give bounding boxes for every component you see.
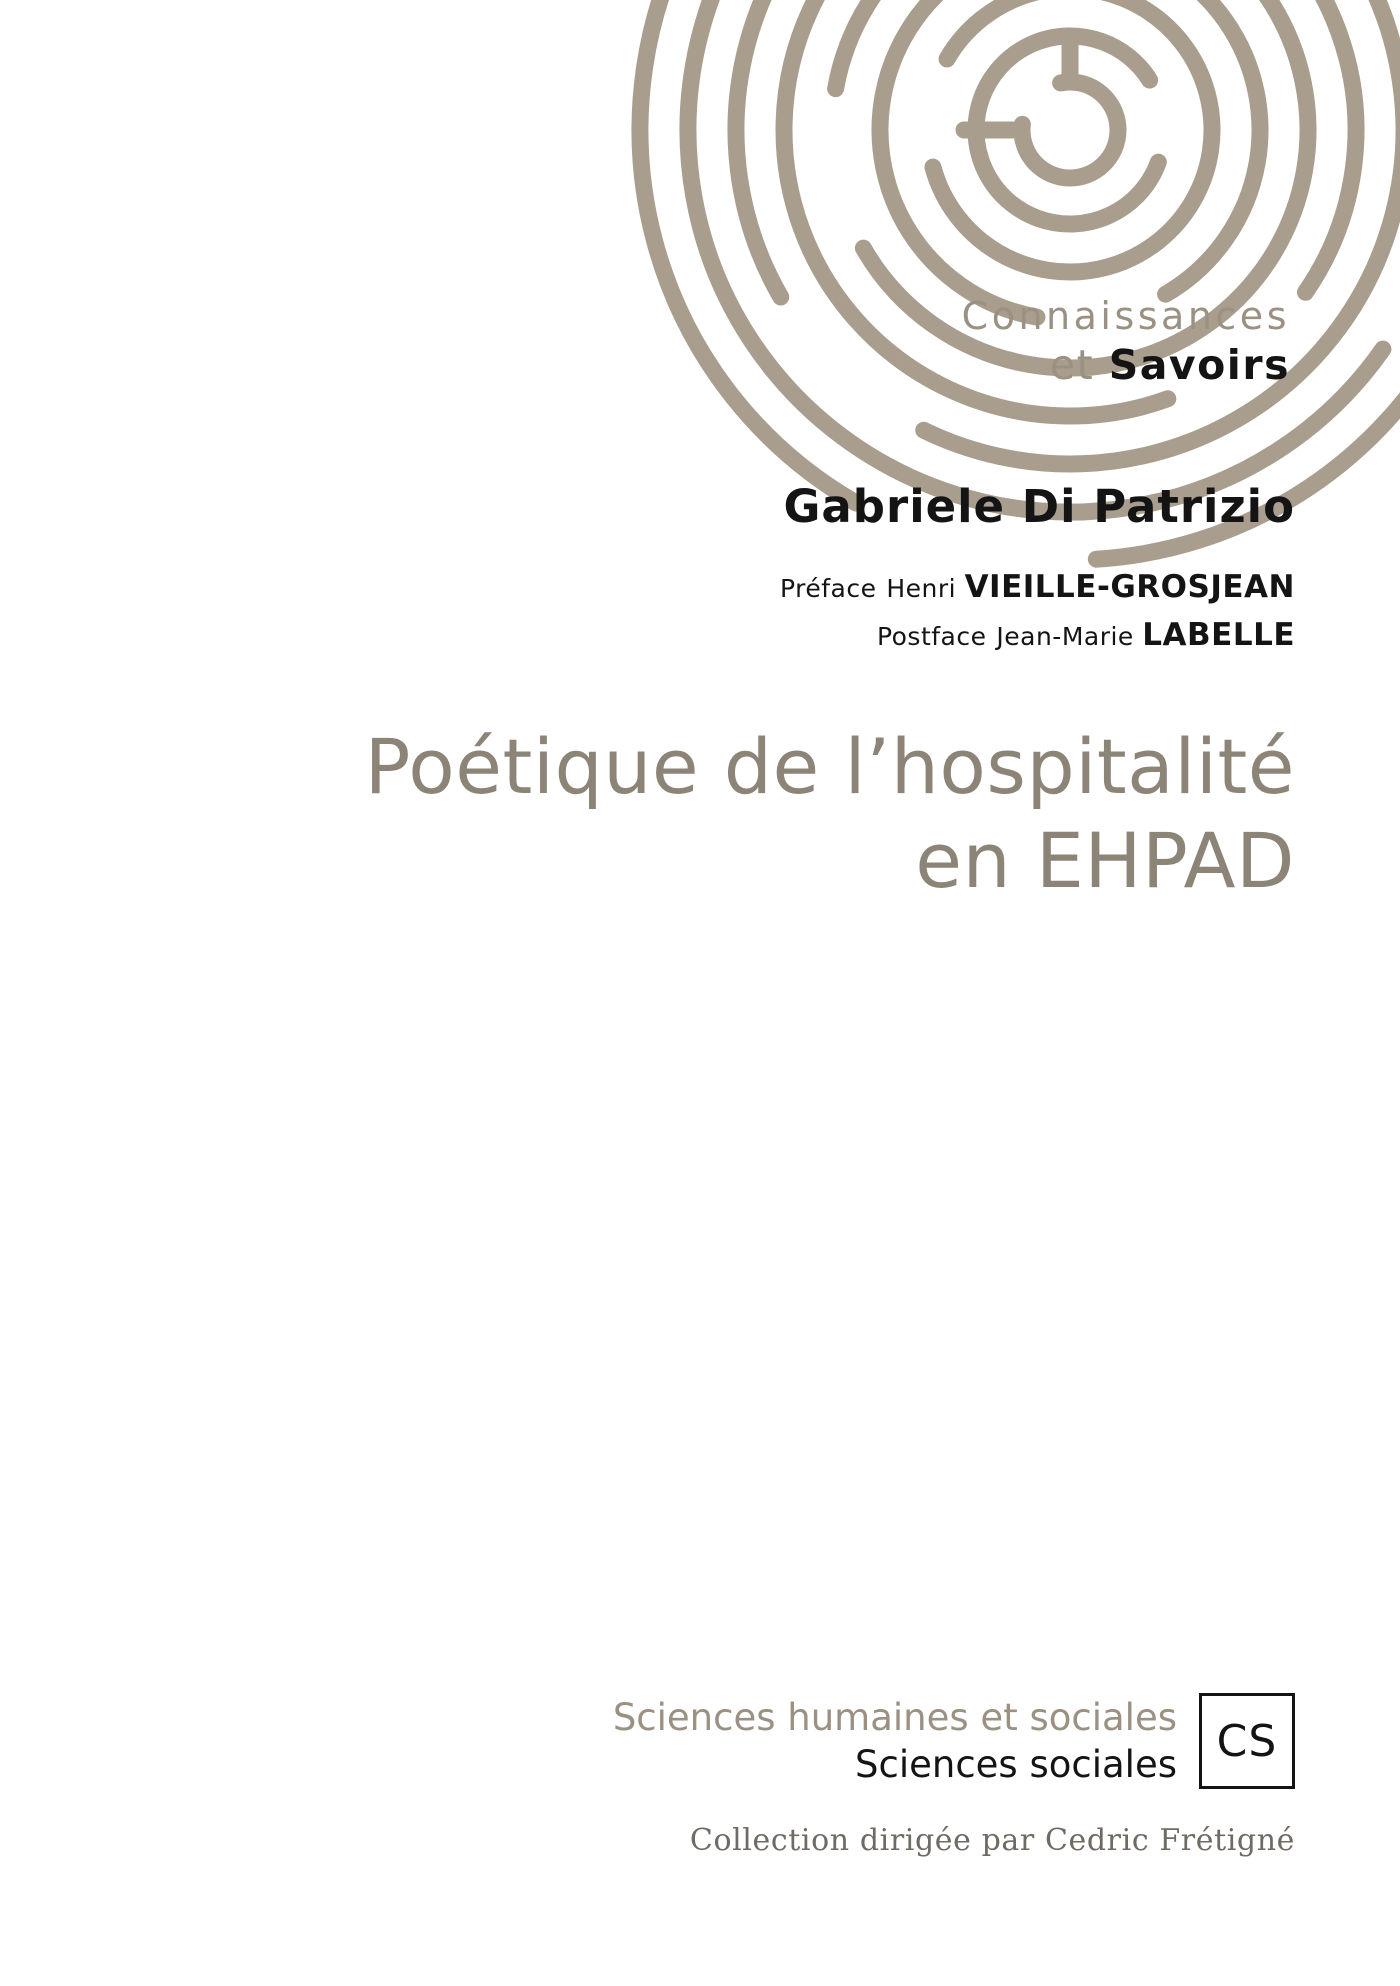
preface-person-surname: VIEILLE-GROSJEAN — [964, 569, 1295, 605]
credits-block — [0, 563, 1295, 659]
publisher-wordmark — [0, 294, 1290, 390]
book-title-line-1: Poétique de l’hospitalité — [364, 722, 1295, 811]
preface-role: Préface — [780, 574, 877, 603]
collection-subdomain: Sciences sociales — [855, 1743, 1177, 1786]
postface-person-firstname: Jean-Marie — [996, 622, 1143, 652]
book-title-line-2: en EHPAD — [915, 816, 1295, 906]
collection-director: Collection dirigée par Cedric Frétigné — [689, 1823, 1295, 1858]
author-name: Gabriele Di Patrizio — [783, 480, 1295, 533]
postface-person-surname: LABELLE — [1142, 617, 1295, 654]
publisher-line-connaissances: Connaissances — [961, 294, 1290, 338]
collection-labels — [613, 1694, 1177, 1789]
cs-logo — [1199, 1693, 1295, 1789]
author-block — [0, 480, 1295, 659]
publisher-name: Savoirs — [1108, 341, 1290, 390]
collection-row — [0, 1693, 1400, 1789]
postface-role: Postface — [876, 622, 987, 652]
book-title — [110, 720, 1295, 908]
publisher-conjunction: et — [1049, 341, 1109, 390]
collection-domain: Sciences humaines et sociales — [612, 1695, 1177, 1739]
preface-credit — [0, 563, 1295, 611]
postface-credit — [0, 611, 1295, 659]
preface-person-firstname: Henri — [886, 574, 965, 603]
collection-block — [0, 1693, 1400, 1858]
publisher-line-savoirs — [0, 341, 1290, 390]
cs-logo-text: CS — [1216, 1715, 1278, 1767]
